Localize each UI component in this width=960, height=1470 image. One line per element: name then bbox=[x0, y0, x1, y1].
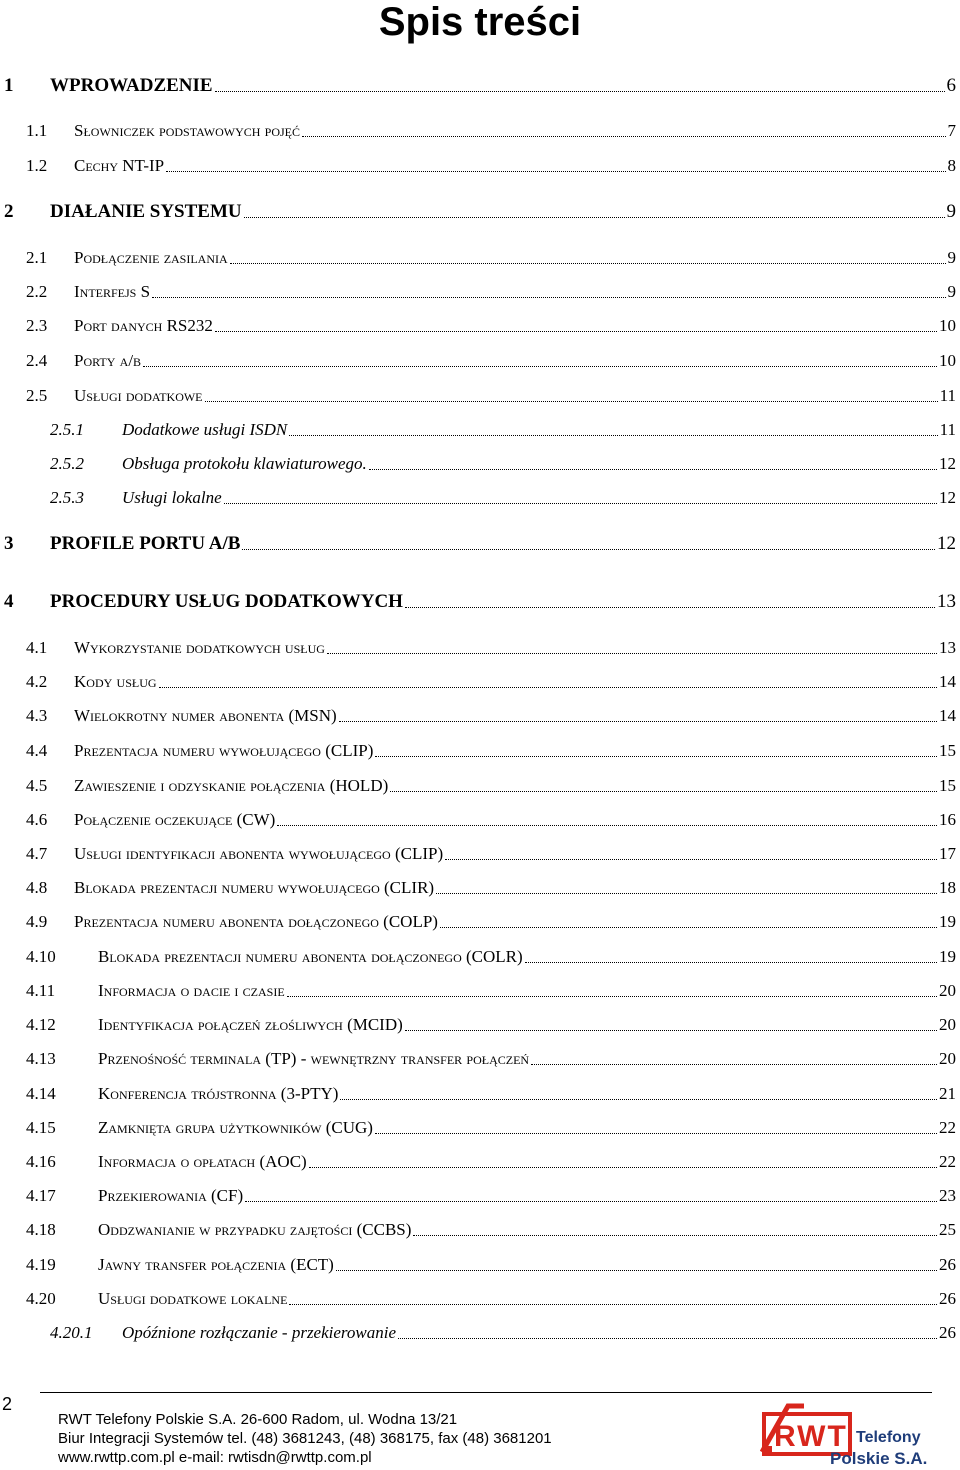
toc-number: 4.20 bbox=[26, 1289, 56, 1308]
toc-page-number: 8 bbox=[947, 156, 956, 175]
toc-entry[interactable] bbox=[26, 154, 956, 178]
toc-title: Połączenie oczekujące (CW) bbox=[74, 810, 276, 829]
toc-dot-leader bbox=[440, 926, 937, 928]
toc-number: 4.13 bbox=[26, 1049, 56, 1068]
toc-number: 2.1 bbox=[26, 248, 48, 267]
toc-page-number: 19 bbox=[939, 912, 956, 931]
toc-entry[interactable] bbox=[26, 774, 956, 798]
toc-number: 4.5 bbox=[26, 776, 48, 795]
toc-page-number: 6 bbox=[946, 75, 956, 96]
toc-entry[interactable] bbox=[26, 1047, 956, 1071]
toc-page-number: 10 bbox=[939, 316, 956, 335]
toc-title: Blokada prezentacji numeru wywołującego (CLIR) bbox=[74, 878, 435, 897]
toc-entry[interactable] bbox=[26, 349, 956, 373]
logo-telefony: Telefony bbox=[856, 1429, 921, 1446]
toc-number: 2.5.1 bbox=[50, 420, 84, 439]
toc-entry[interactable] bbox=[50, 418, 956, 442]
toc-number: 1.2 bbox=[26, 156, 48, 175]
toc-entry[interactable] bbox=[26, 1013, 956, 1037]
toc-dot-leader bbox=[390, 790, 937, 792]
toc-page-number: 26 bbox=[939, 1289, 956, 1308]
toc-dot-leader bbox=[340, 1098, 937, 1100]
toc-entry[interactable] bbox=[4, 74, 956, 98]
toc-title: WPROWADZENIE bbox=[50, 75, 213, 96]
toc-entry[interactable] bbox=[26, 1150, 956, 1174]
toc-page-number: 22 bbox=[939, 1118, 956, 1137]
toc-page-number: 16 bbox=[939, 810, 956, 829]
toc-number: 1.1 bbox=[26, 121, 48, 140]
toc-title: Przenośność terminala (TP) - wewnętrzny transfer połączeń bbox=[98, 1049, 530, 1068]
toc-page-number: 11 bbox=[939, 420, 956, 439]
toc-page-number: 13 bbox=[939, 638, 956, 657]
toc-title: Obsługa protokołu klawiaturowego. bbox=[122, 454, 367, 473]
toc-entry[interactable] bbox=[26, 910, 956, 934]
toc-title: Podłączenie zasilania bbox=[74, 248, 228, 267]
toc-title: Usługi dodatkowe lokalne bbox=[98, 1289, 288, 1308]
toc-title: Identyfikacja połączeń złośliwych (MCID) bbox=[98, 1015, 403, 1034]
toc-entry[interactable] bbox=[26, 1253, 956, 1277]
toc-number: 4.2 bbox=[26, 672, 48, 691]
toc-title: Blokada prezentacji numeru abonenta dołączonego (COLR) bbox=[98, 947, 523, 966]
toc-number: 2.5.3 bbox=[50, 488, 84, 507]
footer-line-phone: Biur Integracji Systemów tel. (48) 3681243, (48) 368175, fax (48) 3681201 bbox=[58, 1430, 552, 1447]
toc-page-number: 14 bbox=[939, 706, 956, 725]
toc-title: Zamknięta grupa użytkowników (CUG) bbox=[98, 1118, 373, 1137]
toc-entry[interactable] bbox=[26, 739, 956, 763]
toc-page-number: 15 bbox=[939, 741, 956, 760]
toc-entry[interactable] bbox=[26, 670, 956, 694]
page-title: Spis treści bbox=[378, 0, 582, 44]
logo-letters: RWT bbox=[774, 1420, 848, 1453]
toc-number: 4.12 bbox=[26, 1015, 56, 1034]
toc-number: 2.5 bbox=[26, 386, 48, 405]
toc-page-number: 26 bbox=[939, 1255, 956, 1274]
toc-dot-leader bbox=[375, 755, 937, 757]
toc-page-number: 13 bbox=[937, 591, 956, 612]
toc-page-number: 26 bbox=[939, 1323, 956, 1342]
toc-number: 4.15 bbox=[26, 1118, 56, 1137]
toc-number: 4.3 bbox=[26, 706, 48, 725]
toc-entry[interactable] bbox=[26, 1184, 956, 1208]
toc-dot-leader bbox=[289, 434, 937, 436]
toc-entry[interactable] bbox=[26, 246, 956, 270]
toc-dot-leader bbox=[215, 330, 937, 332]
toc-number: 4.14 bbox=[26, 1084, 56, 1103]
toc-page-number: 12 bbox=[939, 454, 956, 473]
toc-title: Wykorzystanie dodatkowych usług bbox=[74, 638, 325, 657]
toc-dot-leader bbox=[445, 858, 937, 860]
toc-number: 2.5.2 bbox=[50, 454, 84, 473]
toc-entry[interactable] bbox=[50, 452, 956, 476]
toc-entry[interactable] bbox=[26, 636, 956, 660]
toc-dot-leader bbox=[245, 1200, 937, 1202]
toc-number: 4.18 bbox=[26, 1220, 56, 1239]
toc-page-number: 9 bbox=[946, 201, 956, 222]
toc-entry[interactable] bbox=[26, 384, 956, 408]
toc-number: 1 bbox=[4, 75, 14, 96]
toc-dot-leader bbox=[143, 365, 937, 367]
toc-page-number: 9 bbox=[947, 248, 956, 267]
toc-page-number: 25 bbox=[939, 1220, 956, 1239]
toc-title: Przekierowania (CF) bbox=[98, 1186, 244, 1205]
toc-dot-leader bbox=[152, 296, 945, 298]
toc-entry[interactable] bbox=[26, 979, 956, 1003]
toc-page-number: 17 bbox=[939, 844, 956, 863]
toc-page-number: 11 bbox=[939, 386, 956, 405]
toc-dot-leader bbox=[413, 1234, 937, 1236]
toc-page-number: 22 bbox=[939, 1152, 956, 1171]
toc-title: Porty a/b bbox=[74, 351, 142, 370]
toc-title: Usługi dodatkowe bbox=[74, 386, 203, 405]
toc-title: Wielokrotny numer abonenta (MSN) bbox=[74, 706, 337, 725]
toc-dot-leader bbox=[525, 961, 937, 963]
toc-page-number: 18 bbox=[939, 878, 956, 897]
toc-number: 2 bbox=[4, 201, 14, 222]
toc-dot-leader bbox=[242, 548, 935, 550]
toc-entry[interactable] bbox=[4, 200, 956, 224]
toc-dot-leader bbox=[309, 1166, 937, 1168]
toc-dot-leader bbox=[336, 1269, 937, 1271]
toc-dot-leader bbox=[405, 606, 935, 608]
toc-title: Oddzwanianie w przypadku zajętości (CCBS) bbox=[98, 1220, 412, 1239]
toc-entry[interactable] bbox=[4, 590, 956, 614]
toc-number: 4.10 bbox=[26, 947, 56, 966]
footer-rule bbox=[40, 1392, 932, 1393]
toc-page-number: 14 bbox=[939, 672, 956, 691]
toc-entry[interactable] bbox=[26, 119, 956, 143]
toc-number: 4.19 bbox=[26, 1255, 56, 1274]
toc-dot-leader bbox=[339, 720, 937, 722]
toc-dot-leader bbox=[289, 1303, 937, 1305]
footer-address bbox=[58, 1410, 678, 1467]
toc-dot-leader bbox=[277, 824, 937, 826]
toc-page-number: 21 bbox=[939, 1084, 956, 1103]
page-number: 2 bbox=[2, 1394, 13, 1414]
toc-dot-leader bbox=[531, 1063, 937, 1065]
toc-number: 4.17 bbox=[26, 1186, 56, 1205]
toc-title: Prezentacja numeru wywołującego (CLIP) bbox=[74, 741, 374, 760]
toc-entry[interactable] bbox=[26, 876, 956, 900]
toc-title: Port danych RS232 bbox=[74, 316, 213, 335]
toc-number: 4.6 bbox=[26, 810, 48, 829]
toc-dot-leader bbox=[230, 262, 946, 264]
toc-title: Prezentacja numeru abonenta dołączonego (COLP) bbox=[74, 912, 438, 931]
toc-dot-leader bbox=[244, 216, 945, 218]
toc-number: 4 bbox=[4, 591, 14, 612]
toc-number: 3 bbox=[4, 533, 14, 554]
toc-entry[interactable] bbox=[26, 1082, 956, 1106]
company-logo bbox=[760, 1400, 935, 1466]
toc-title: Konferencja trójstronna (3-PTY) bbox=[98, 1084, 339, 1103]
toc-title: PROCEDURY USŁUG DODATKOWYCH bbox=[50, 591, 403, 612]
footer-line-web: www.rwttp.com.pl e-mail: rwtisdn@rwttp.com.pl bbox=[58, 1449, 372, 1466]
toc-number: 4.7 bbox=[26, 844, 48, 863]
toc-entry[interactable] bbox=[26, 704, 956, 728]
toc-page-number: 19 bbox=[939, 947, 956, 966]
toc-title: Interfejs S bbox=[74, 282, 151, 301]
toc-dot-leader bbox=[375, 1132, 937, 1134]
toc-dot-leader bbox=[166, 170, 945, 172]
toc-title: Usługi lokalne bbox=[122, 488, 222, 507]
toc-dot-leader bbox=[369, 468, 937, 470]
toc-title: Opóźnione rozłączanie - przekierowanie bbox=[122, 1323, 397, 1342]
toc-title: Słowniczek podstawowych pojęć bbox=[74, 121, 301, 140]
toc-entry[interactable] bbox=[26, 314, 956, 338]
toc-dot-leader bbox=[327, 652, 937, 654]
logo-polskie: Polskie S.A. bbox=[830, 1449, 928, 1466]
toc-title: Jawny transfer połączenia (ECT) bbox=[98, 1255, 334, 1274]
toc-entry[interactable] bbox=[50, 1321, 956, 1345]
toc-number: 4.8 bbox=[26, 878, 48, 897]
toc-dot-leader bbox=[302, 135, 945, 137]
toc-dot-leader bbox=[287, 995, 937, 997]
footer-line-company: RWT Telefony Polskie S.A. 26-600 Radom, ul. Wodna 13/21 bbox=[58, 1411, 458, 1428]
toc-entry[interactable] bbox=[50, 486, 956, 510]
toc-entry[interactable] bbox=[26, 1116, 956, 1140]
toc-title: PROFILE PORTU A/B bbox=[50, 533, 241, 554]
toc-title: Usługi identyfikacji abonenta wywołującego (CLIP) bbox=[74, 844, 444, 863]
toc-number: 4.11 bbox=[26, 981, 56, 1000]
toc-entry[interactable] bbox=[26, 945, 956, 969]
toc-dot-leader bbox=[398, 1337, 937, 1339]
toc-entry[interactable] bbox=[26, 1287, 956, 1311]
toc-page-number: 20 bbox=[939, 1049, 956, 1068]
toc-number: 4.16 bbox=[26, 1152, 56, 1171]
toc-title: DIAŁANIE SYSTEMU bbox=[50, 201, 242, 222]
toc-page-number: 20 bbox=[939, 981, 956, 1000]
toc-page-number: 9 bbox=[947, 282, 956, 301]
toc-page-number: 10 bbox=[939, 351, 956, 370]
toc-number: 4.9 bbox=[26, 912, 48, 931]
toc-title: Informacja o opłatach (AOC) bbox=[98, 1152, 307, 1171]
toc-title: Dodatkowe usługi ISDN bbox=[122, 420, 288, 439]
toc-number: 4.20.1 bbox=[50, 1323, 93, 1342]
toc-dot-leader bbox=[215, 90, 945, 92]
toc-dot-leader bbox=[205, 400, 938, 402]
toc-page-number: 12 bbox=[937, 533, 956, 554]
toc-number: 4.1 bbox=[26, 638, 48, 657]
toc-page-number: 7 bbox=[947, 121, 956, 140]
toc-dot-leader bbox=[436, 892, 937, 894]
toc-number: 4.4 bbox=[26, 741, 48, 760]
toc-entry[interactable] bbox=[26, 842, 956, 866]
toc-dot-leader bbox=[224, 502, 937, 504]
toc-title: Cechy NT-IP bbox=[74, 156, 165, 175]
toc-dot-leader bbox=[405, 1029, 937, 1031]
toc-page-number: 23 bbox=[939, 1186, 956, 1205]
toc-page-number: 15 bbox=[939, 776, 956, 795]
toc-number: 2.2 bbox=[26, 282, 48, 301]
toc-title: Zawieszenie i odzyskanie połączenia (HOLD) bbox=[74, 776, 389, 795]
toc-number: 2.4 bbox=[26, 351, 48, 370]
toc-entry[interactable] bbox=[26, 280, 956, 304]
toc-entry[interactable] bbox=[26, 1218, 956, 1242]
toc-title: Informacja o dacie i czasie bbox=[98, 981, 285, 1000]
toc-number: 2.3 bbox=[26, 316, 48, 335]
toc-page-number: 12 bbox=[939, 488, 956, 507]
toc-entry[interactable] bbox=[26, 808, 956, 832]
toc-entry[interactable] bbox=[4, 532, 956, 556]
toc-title: Kody usług bbox=[74, 672, 157, 691]
toc-dot-leader bbox=[159, 686, 937, 688]
toc-page-number: 20 bbox=[939, 1015, 956, 1034]
